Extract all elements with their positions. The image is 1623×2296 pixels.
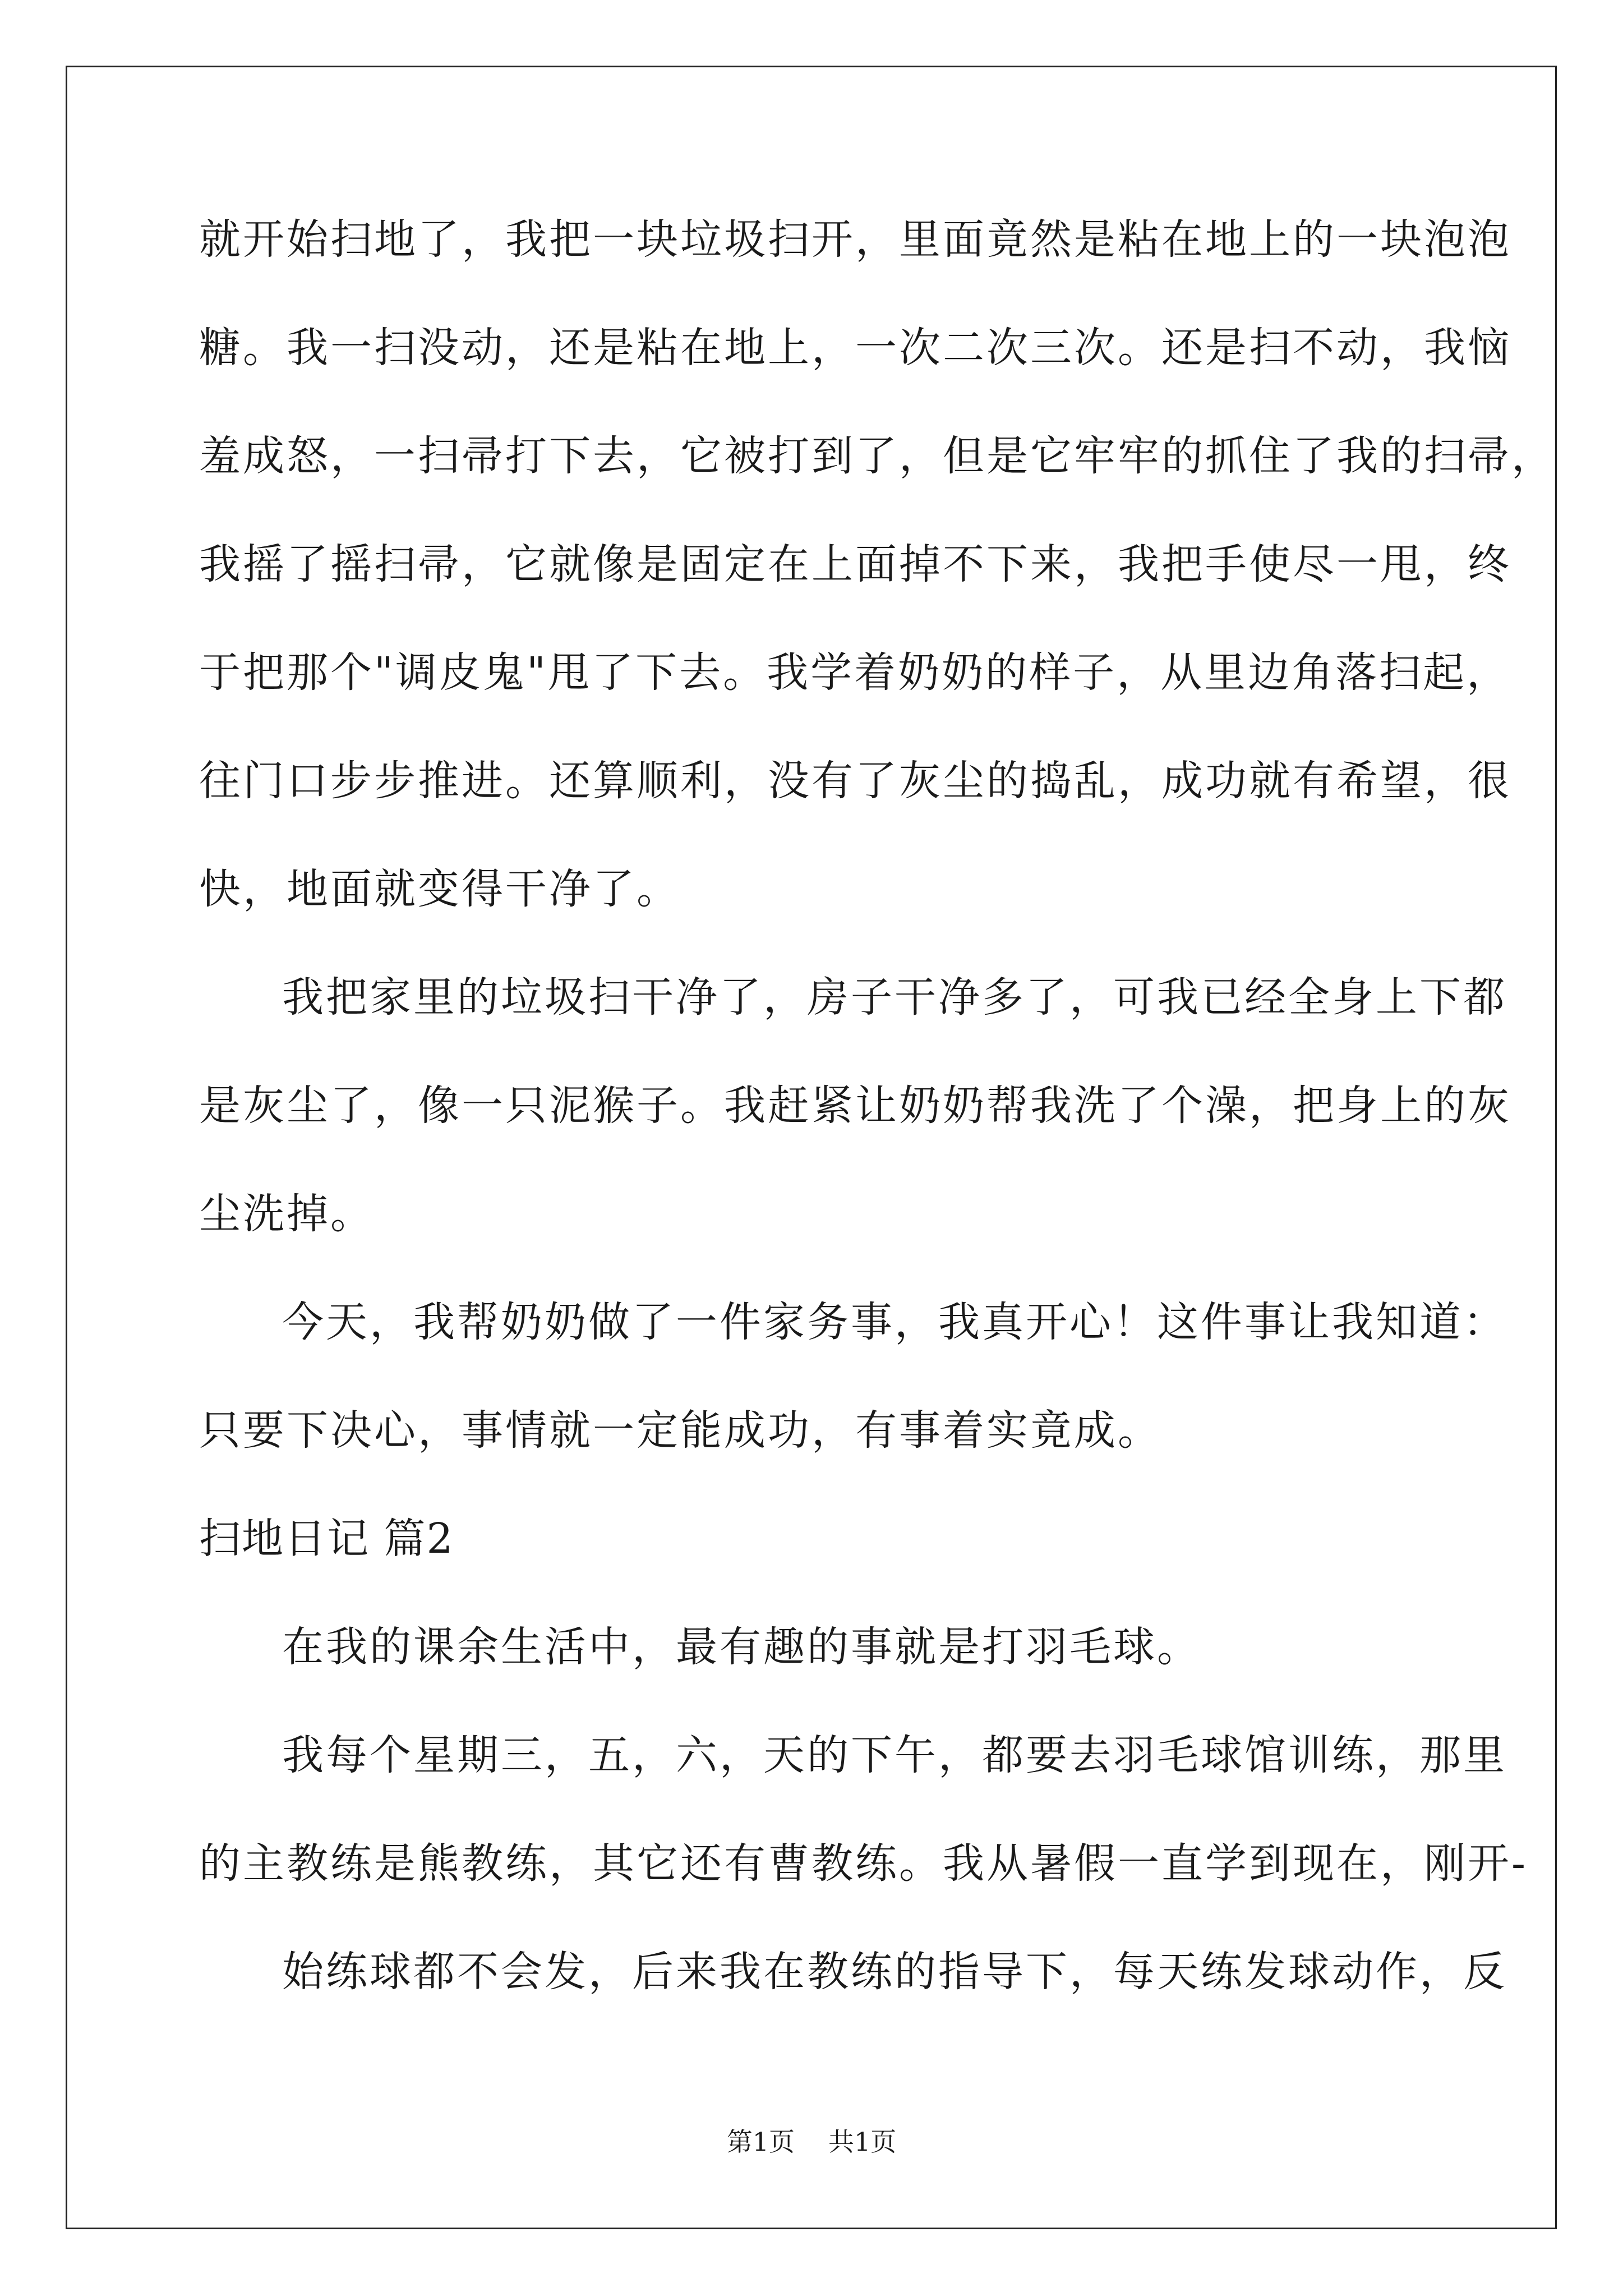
- paragraph-start-line: 我把家里的垃圾扫干净了，房子干净多了，可我已经全身上下都: [282, 973, 1507, 1022]
- text-line: 只要下决心，事情就一定能成功，有事着实竟成。: [199, 1406, 1161, 1455]
- paragraph-start-line: 我每个星期三，五，六，天的下午，都要去羽毛球馆训练，那里: [282, 1731, 1507, 1779]
- text-line: 往门口步步推进。还算顺利，没有了灰尘的捣乱，成功就有希望，很: [199, 757, 1511, 805]
- text-line: 就开始扫地了，我把一块垃圾扫开，里面竟然是粘在地上的一块泡泡: [199, 215, 1511, 264]
- page-footer: [0, 2129, 1623, 2155]
- paragraph-start-line: 始练球都不会发，后来我在教练的指导下，每天练发球动作，反: [282, 1948, 1507, 1996]
- text-line: 糖。我一扫没动，还是粘在地上，一次二次三次。还是扫不动，我恼: [199, 324, 1511, 372]
- page-total: 共1页: [828, 2127, 897, 2157]
- document-body: [199, 215, 1555, 2059]
- paragraph-start-line: 今天，我帮奶奶做了一件家务事，我真开心！这件事让我知道：: [282, 1298, 1507, 1346]
- section-heading: 扫地日记 篇2: [199, 1515, 454, 1563]
- paragraph-start-line: 在我的课余生活中，最有趣的事就是打羽毛球。: [282, 1623, 1201, 1671]
- text-line: 羞成怒，一扫帚打下去，它被打到了，但是它牢牢的抓住了我的扫帚，: [199, 432, 1555, 480]
- text-line: 我摇了摇扫帚，它就像是固定在上面掉不下来，我把手使尽一甩，终: [199, 540, 1511, 588]
- text-line: 是灰尘了，像一只泥猴子。我赶紧让奶奶帮我洗了个澡，把身上的灰: [199, 1082, 1511, 1130]
- text-line: 快，地面就变得干净了。: [199, 865, 680, 913]
- text-line: 尘洗掉。: [199, 1190, 374, 1238]
- page-number: 第1页: [726, 2127, 795, 2157]
- text-line: 的主教练是熊教练，其它还有曹教练。我从暑假一直学到现在，刚开-: [199, 1839, 1528, 1888]
- text-line: 于把那个"调皮鬼"甩了下去。我学着奶奶的样子，从里边角落扫起，: [199, 648, 1511, 697]
